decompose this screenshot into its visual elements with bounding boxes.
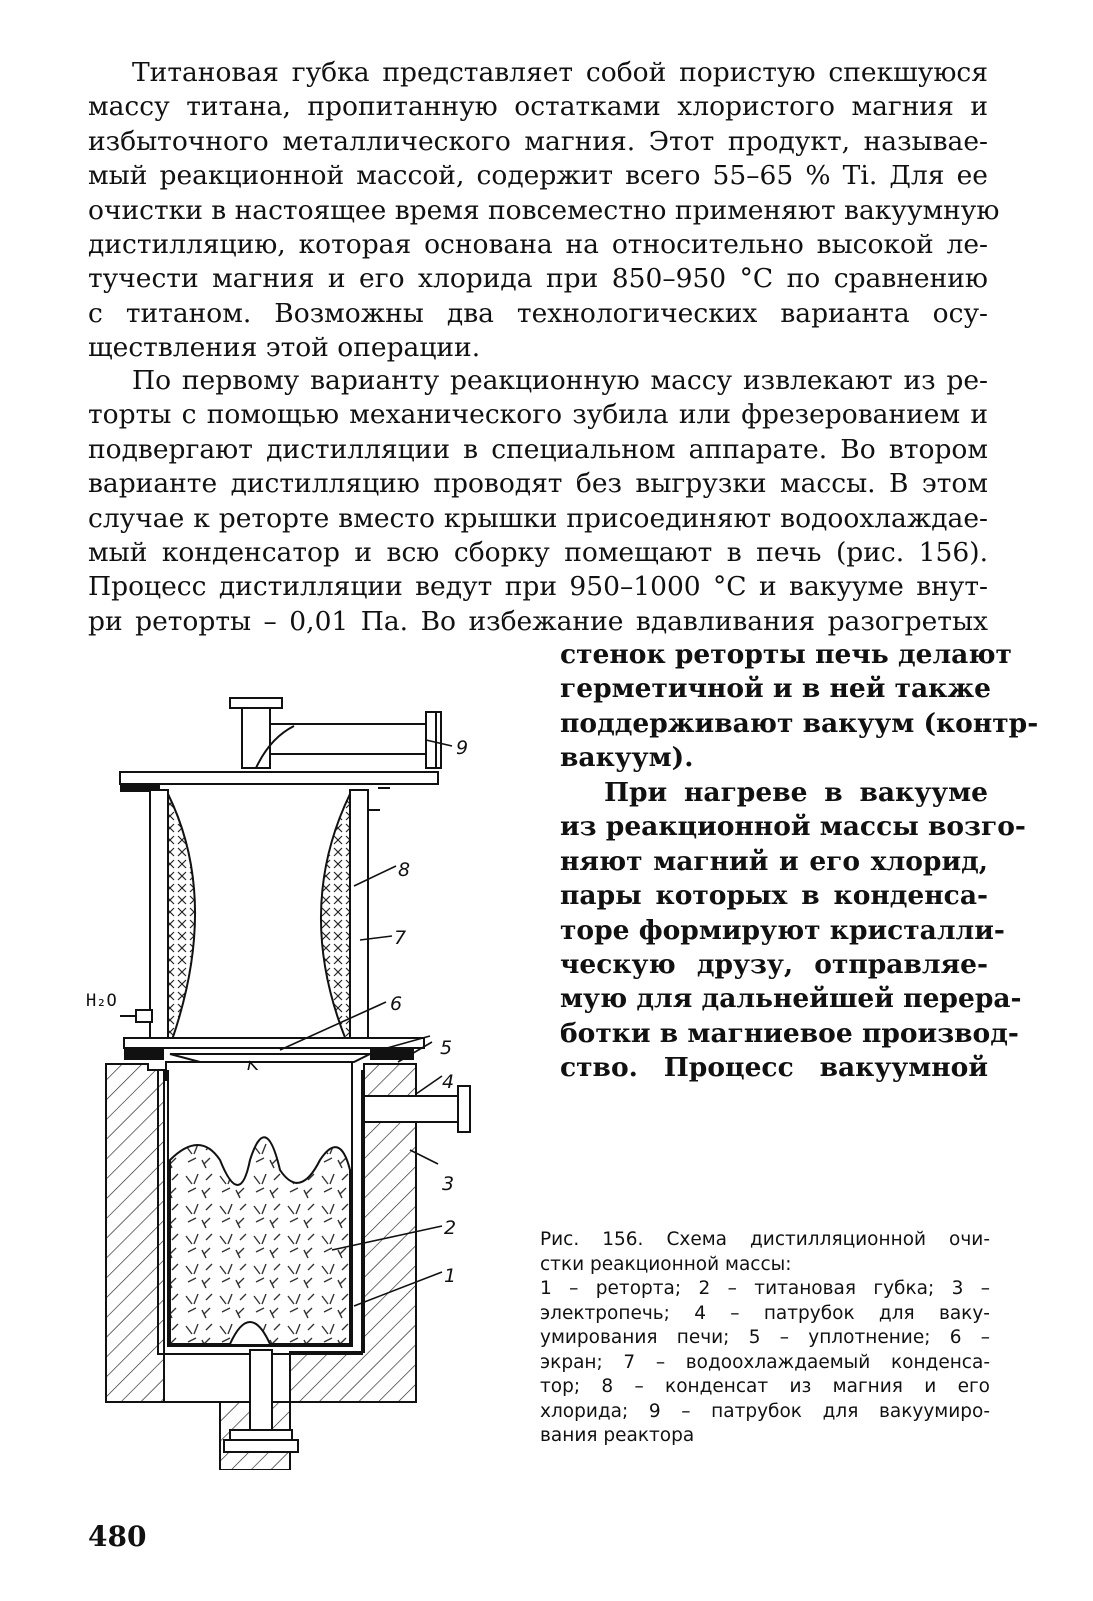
paragraph-1 xyxy=(88,56,1000,366)
text-line: дистилляцию, которая основана на относительно высокой ле- xyxy=(88,229,988,261)
text-line: Титановая губка представляет собой пористую спекшуюся xyxy=(132,57,988,88)
label-9: 9 xyxy=(456,737,469,759)
text-line: стенок реторты печь делают xyxy=(560,639,1012,670)
text-line: поддерживают вакуум (контр- xyxy=(560,707,1039,739)
caption-line: экран; 7 – водоохлаждаемый конденса- xyxy=(540,1351,990,1373)
label-2: 2 xyxy=(444,1217,457,1239)
screen-6 xyxy=(170,1054,370,1062)
vacuum-pipe-9 xyxy=(230,698,441,768)
label-6: 6 xyxy=(390,993,403,1015)
text-line: подвергают дистилляции в специальном аппарате. Во втором xyxy=(88,433,988,465)
caption-line: электропечь; 4 – патрубок для ваку- xyxy=(540,1302,990,1324)
text-line: торты с помощью механического зубила или фрезерованием и xyxy=(88,399,988,431)
figure-caption xyxy=(540,1228,990,1449)
paragraph-2 xyxy=(88,364,988,639)
text-line: пары которых в конденса- xyxy=(560,880,988,912)
text-line: няют магний и его хлорид, xyxy=(560,845,988,877)
label-1: 1 xyxy=(444,1265,457,1287)
text-line: торе формируют кристалли- xyxy=(560,914,1005,946)
condenser-right xyxy=(321,790,380,1040)
page-number: 480 xyxy=(88,1520,147,1553)
label-water: H₂O xyxy=(86,991,117,1011)
caption-line: стки реакционной массы: xyxy=(540,1253,792,1275)
distillation-apparatus-figure xyxy=(80,690,520,1470)
text-line: герметичной и в ней также xyxy=(560,673,991,705)
titanium-sponge-2 xyxy=(170,1137,350,1344)
text-line: мый реакционной массой, содержит всего 55–65 % Ti. Для ее xyxy=(88,160,988,192)
label-3: 3 xyxy=(442,1173,455,1195)
text-line: При нагреве в вакууме xyxy=(604,777,988,808)
text-line: мую для дальнейшей перера- xyxy=(560,983,1022,1015)
label-8: 8 xyxy=(398,859,411,881)
label-4: 4 xyxy=(442,1071,455,1093)
text-line: из реакционной массы возго- xyxy=(560,811,1026,843)
label-5: 5 xyxy=(440,1037,453,1059)
text-line: вакуум). xyxy=(560,742,694,774)
top-flange xyxy=(120,772,438,784)
caption-line: умирования печи; 5 – уплотнение; 6 – xyxy=(540,1327,990,1348)
caption-line: Рис. 156. Схема дистилляционной очи- xyxy=(540,1229,990,1250)
text-line: с титаном. Возможны два технологических варианта осу- xyxy=(88,297,988,329)
text-line: ство. Процесс вакуумной xyxy=(560,1052,988,1084)
text-line: По первому варианту реакционную массу извлекают из ре- xyxy=(132,365,988,396)
condenser-left xyxy=(150,790,195,1040)
caption-line: хлорида; 9 – патрубок для вакуумиро- xyxy=(540,1400,990,1422)
bottom-outlet xyxy=(250,1350,272,1430)
seal-5-right xyxy=(370,1048,414,1060)
text-line: варианте дистилляцию проводят без выгрузки массы. В этом xyxy=(88,468,988,500)
caption-line: вания реактора xyxy=(540,1425,695,1446)
side-column-2 xyxy=(560,776,1026,1086)
text-line: ботки в магниевое производ- xyxy=(560,1017,1019,1049)
seal-5-left xyxy=(124,1048,164,1060)
text-line: Процесс дистилляции ведут при 950–1000 °C и вакууме внут- xyxy=(88,571,988,603)
text-line: ществления этой операции. xyxy=(88,332,481,364)
label-7: 7 xyxy=(394,927,407,949)
text-line: мый конденсатор и всю сборку помещают в печь (рис. 156). xyxy=(88,537,988,569)
lower-flange xyxy=(124,1038,424,1048)
text-line: очистки в настоящее время повсеместно применяют вакуумную xyxy=(88,194,1000,226)
side-column-1 xyxy=(560,638,1039,776)
text-line: ри реторты – 0,01 Па. Во избежание вдавливания разогретых xyxy=(88,605,988,637)
text-line: массу титана, пропитанную остатками хлористого магния и xyxy=(88,91,988,123)
text-line: ческую друзу, отправляе- xyxy=(560,949,988,981)
text-line: тучести магния и его хлорида при 850–950 °C по сравнению xyxy=(88,263,988,295)
caption-line: 1 – реторта; 2 – титановая губка; 3 – xyxy=(540,1278,990,1299)
caption-line: тор; 8 – конденсат из магния и его xyxy=(540,1376,990,1397)
text-line: избыточного металлического магния. Этот продукт, называе- xyxy=(88,125,988,157)
text-line: случае к реторте вместо крышки присоединяют водоохлаждае- xyxy=(88,502,988,534)
